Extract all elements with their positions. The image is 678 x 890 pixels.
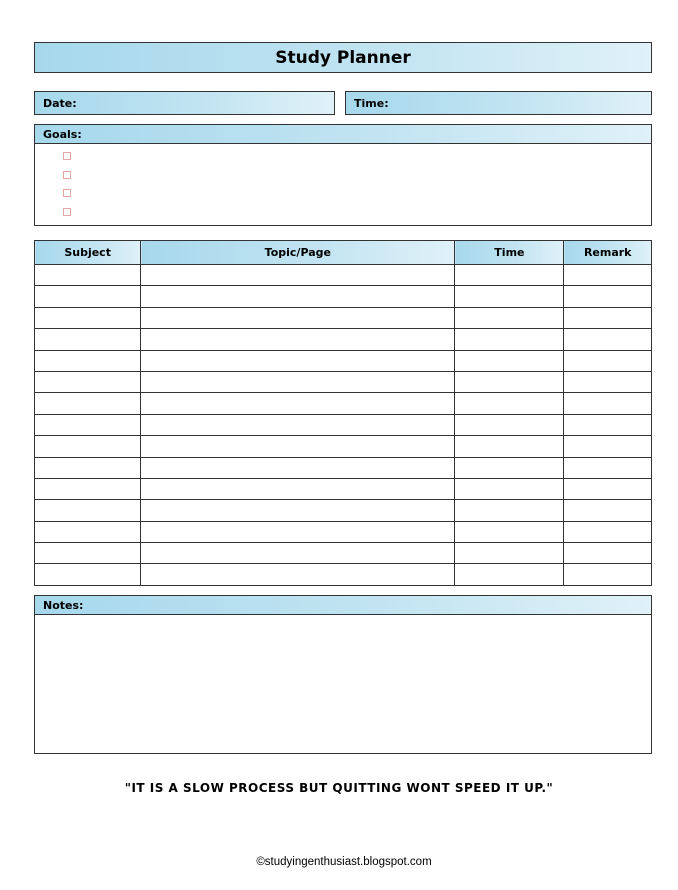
table-cell[interactable] [141,457,455,478]
table-cell[interactable] [141,350,455,371]
goals-section [34,124,652,226]
table-cell[interactable] [141,414,455,435]
table-row [35,436,652,457]
table-cell[interactable] [35,329,141,350]
table-cell[interactable] [455,393,564,414]
table-cell[interactable] [455,521,564,542]
table-cell[interactable] [35,265,141,286]
table-cell[interactable] [455,564,564,585]
table-row [35,457,652,478]
motivational-quote: "IT IS A SLOW PROCESS BUT QUITTING WONT SPEED IT UP." [124,781,554,795]
table-cell[interactable] [35,564,141,585]
time-label: Time: [354,96,389,110]
notes-label: Notes: [35,596,651,615]
table-cell[interactable] [455,350,564,371]
table-cell[interactable] [564,371,652,392]
table-cell[interactable] [564,500,652,521]
table-cell[interactable] [455,371,564,392]
table-cell[interactable] [35,543,141,564]
table-cell[interactable] [141,286,455,307]
table-cell[interactable] [455,478,564,499]
table-cell[interactable] [564,307,652,328]
column-header: Time [455,241,564,265]
page-title: Study Planner [34,42,652,73]
footer-credit: ©studyingenthusiast.blogspot.com [256,856,432,868]
table-cell[interactable] [455,414,564,435]
table-row [35,265,652,286]
table-cell[interactable] [564,393,652,414]
table-cell[interactable] [141,265,455,286]
table-row [35,500,652,521]
column-header: Remark [564,241,652,265]
table-cell[interactable] [455,543,564,564]
table-cell[interactable] [564,521,652,542]
table-cell[interactable] [564,350,652,371]
table-cell[interactable] [455,500,564,521]
table-cell[interactable] [141,500,455,521]
table-cell[interactable] [455,457,564,478]
table-cell[interactable] [35,393,141,414]
table-cell[interactable] [564,329,652,350]
table-cell[interactable] [35,286,141,307]
table-row [35,307,652,328]
table-cell[interactable] [141,371,455,392]
column-header: Subject [35,241,141,265]
goal-item[interactable] [35,203,651,222]
table-cell[interactable] [564,265,652,286]
table-row [35,393,652,414]
table-cell[interactable] [141,564,455,585]
table-cell[interactable] [141,543,455,564]
table-cell[interactable] [35,414,141,435]
table-cell[interactable] [35,478,141,499]
date-label: Date: [43,96,77,110]
checkbox-icon[interactable] [63,152,71,160]
table-cell[interactable] [564,457,652,478]
table-cell[interactable] [564,286,652,307]
table-cell[interactable] [141,329,455,350]
table-row [35,521,652,542]
table-cell[interactable] [564,478,652,499]
table-cell[interactable] [141,436,455,457]
table-cell[interactable] [564,543,652,564]
checkbox-icon[interactable] [63,208,71,216]
table-cell[interactable] [35,500,141,521]
table-cell[interactable] [35,307,141,328]
table-cell[interactable] [455,286,564,307]
table-cell[interactable] [35,371,141,392]
table-cell[interactable] [141,478,455,499]
goals-label: Goals: [35,125,651,144]
table-cell[interactable] [455,265,564,286]
table-cell[interactable] [455,329,564,350]
study-table [34,240,652,586]
checkbox-icon[interactable] [63,189,71,197]
column-header: Topic/Page [141,241,455,265]
table-row [35,286,652,307]
table-cell[interactable] [35,457,141,478]
checkbox-icon[interactable] [63,171,71,179]
table-cell[interactable] [455,307,564,328]
table-cell[interactable] [141,521,455,542]
time-field[interactable] [345,91,652,115]
date-field[interactable] [34,91,335,115]
table-cell[interactable] [455,436,564,457]
table-row [35,350,652,371]
table-cell[interactable] [35,350,141,371]
table-cell[interactable] [564,564,652,585]
notes-section[interactable] [34,595,652,754]
table-row [35,564,652,585]
table-cell[interactable] [35,436,141,457]
table-cell[interactable] [564,414,652,435]
goal-item[interactable] [35,184,651,203]
table-row [35,329,652,350]
table-row [35,371,652,392]
table-cell[interactable] [141,393,455,414]
table-cell[interactable] [141,307,455,328]
table-row [35,543,652,564]
table-row [35,414,652,435]
table-cell[interactable] [35,521,141,542]
table-row [35,478,652,499]
table-cell[interactable] [564,436,652,457]
goal-item[interactable] [35,166,651,185]
goal-item[interactable] [35,147,651,166]
